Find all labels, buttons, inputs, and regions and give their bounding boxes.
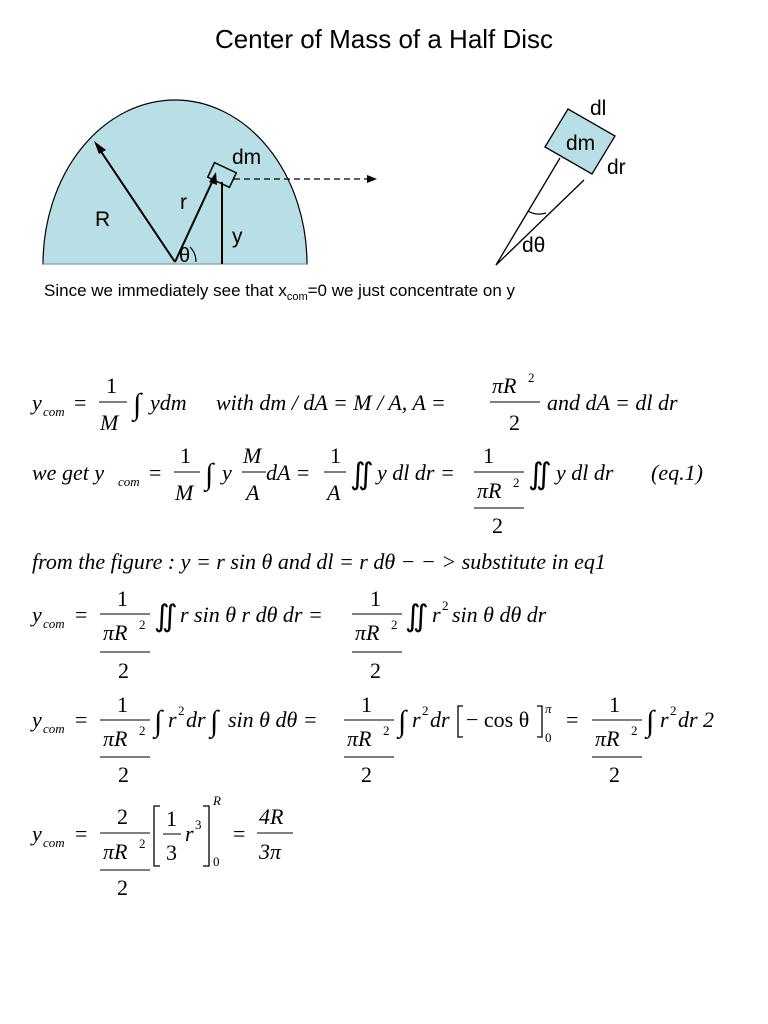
- eq1-y: y: [32, 390, 42, 415]
- eq5-com: com: [43, 721, 65, 736]
- eq4-dint2: ∬: [405, 600, 429, 633]
- eq5-upper: π: [545, 701, 552, 716]
- eq2-A: A: [246, 480, 260, 505]
- eq2-sq: 2: [513, 475, 520, 490]
- page-title: Center of Mass of a Half Disc: [214, 24, 554, 54]
- label-dtheta: dθ: [522, 234, 546, 257]
- eq1-M: M: [100, 410, 119, 435]
- eq6-two: 2: [117, 804, 128, 829]
- label-r: r: [180, 191, 187, 214]
- eq1-one: 1: [106, 373, 117, 398]
- eq5-eq2: =: [566, 707, 579, 732]
- eq5-two3: 2: [609, 762, 620, 787]
- label-dm-left: dm: [232, 146, 262, 169]
- eq2-weget: we get y: [32, 460, 105, 485]
- eq1-two: 2: [509, 410, 520, 435]
- eq2-two: 2: [492, 513, 503, 538]
- eq5-bracket-right: [537, 706, 542, 737]
- eq2-piR: πR: [477, 478, 502, 503]
- eq2-one2: 1: [330, 443, 341, 468]
- eq5-piR: πR: [103, 726, 128, 751]
- eq5-one: 1: [117, 692, 128, 717]
- eq4-one2: 1: [370, 586, 381, 611]
- eq5-rsq: 2: [178, 703, 185, 718]
- eq2-eq1: =: [149, 460, 162, 485]
- eq6-eq: =: [75, 821, 88, 846]
- eq4-body1: r sin θ r dθ dr =: [180, 602, 323, 627]
- eq6-piR: πR: [103, 839, 128, 864]
- eq4-dint: ∬: [154, 600, 178, 633]
- eq2-int: ∫: [205, 458, 214, 491]
- label-dm-right: dm: [566, 132, 596, 155]
- eq5-int4: ∫: [646, 705, 655, 738]
- label-theta: θ: [179, 245, 191, 267]
- eq5-eq: =: [75, 707, 88, 732]
- eq5-y: y: [32, 707, 42, 732]
- equation-1: [30, 370, 678, 435]
- eq1-eq: =: [74, 390, 87, 415]
- eq6-lower: 0: [213, 854, 220, 869]
- eq2-com: com: [118, 474, 140, 489]
- eq5-lower: 0: [545, 730, 552, 745]
- eq6-den: 3π: [259, 839, 282, 864]
- eq5-one2: 1: [361, 692, 372, 717]
- eq2-one: 1: [180, 443, 191, 468]
- eq4-y: y: [32, 602, 42, 627]
- eq2-Mnum: M: [243, 443, 262, 468]
- eq6-y: y: [32, 821, 42, 846]
- eq5-rsq2: 2: [422, 703, 429, 718]
- eq4-eq: =: [75, 602, 88, 627]
- eq5-int: ∫: [154, 705, 163, 738]
- eq5-cos: − cos θ: [466, 707, 530, 732]
- eq5-piR2: πR: [347, 726, 372, 751]
- eq1-int: ∫: [133, 388, 142, 421]
- eq4-body2: sin θ dθ dr: [452, 602, 547, 627]
- eq5-int3: ∫: [398, 705, 407, 738]
- eq4-piR2: πR: [355, 620, 380, 645]
- eq6-twob: 2: [117, 875, 128, 900]
- eq6-cube: 3: [195, 817, 202, 832]
- eq5-sq: 2: [139, 723, 146, 738]
- eq6-com: com: [43, 835, 65, 850]
- eq4-piR: πR: [103, 620, 128, 645]
- eq1-and: and dA = dl dr: [547, 390, 678, 415]
- eq5-dr: dr: [186, 707, 206, 732]
- eq4-rsq: 2: [442, 598, 449, 613]
- eq5-sq3: 2: [631, 723, 638, 738]
- eq5-piR3: πR: [595, 726, 620, 751]
- eq6-num: 4R: [259, 804, 284, 829]
- eq5-sin: sin θ dθ =: [228, 707, 318, 732]
- eq4-com: com: [43, 616, 65, 631]
- eq5-two: 2: [118, 762, 129, 787]
- eq2-ydldr2: y dl dr: [556, 460, 614, 485]
- eq1-with: with dm / dA = M / A, A =: [216, 390, 446, 415]
- equation-3: from the figure : y = r sin θ and dl = r dθ − − > substitute in eq1: [32, 549, 606, 574]
- eq4-one: 1: [117, 586, 128, 611]
- eq5-sq2: 2: [383, 723, 390, 738]
- eq6-bracket-left: [154, 806, 160, 866]
- eq5-r2: r: [412, 707, 421, 732]
- eq2-ybody: y: [222, 460, 232, 485]
- eq4-two2: 2: [370, 658, 381, 683]
- label-y: y: [232, 225, 243, 248]
- label-dr: dr: [607, 156, 626, 179]
- eq1-piR: πR: [492, 373, 517, 398]
- eq6-sq: 2: [139, 836, 146, 851]
- equation-2: [32, 443, 703, 538]
- eq6-three: 3: [166, 840, 177, 865]
- eq4-sq: 2: [139, 617, 146, 632]
- eq2-dint: ∬: [350, 458, 374, 491]
- eq2-eqref: (eq.1): [651, 460, 703, 485]
- eq4-r: r: [432, 602, 441, 627]
- eq5-r3: r: [660, 707, 669, 732]
- eq6-r: r: [185, 821, 194, 846]
- eq5-int2: ∫: [210, 705, 219, 738]
- label-dl: dl: [590, 97, 607, 120]
- equation-6: [30, 793, 293, 900]
- eq5-r: r: [168, 707, 177, 732]
- eq2-dA: dA =: [266, 460, 311, 485]
- eq1-com: com: [43, 404, 65, 419]
- eq6-one: 1: [166, 806, 177, 831]
- eq1-ydm: ydm: [150, 390, 187, 415]
- caption-before: Since we immediately see that x: [44, 281, 287, 300]
- eq6-bracket-right: [203, 806, 209, 866]
- eq2-M: M: [175, 480, 194, 505]
- eq2-ydldr: y dl dr =: [377, 460, 455, 485]
- equation-5: [30, 692, 714, 787]
- caption-sub: com: [286, 291, 308, 303]
- eq5-dr3: dr 2: [678, 707, 715, 732]
- eq2-A2: A: [327, 480, 341, 505]
- eq2-dint2: ∬: [528, 458, 552, 491]
- label-R: R: [95, 208, 111, 231]
- eq2-one3: 1: [483, 443, 494, 468]
- eq5-two2: 2: [361, 762, 372, 787]
- eq5-one3: 1: [609, 692, 620, 717]
- eq6-upper: R: [213, 793, 221, 808]
- eq6-eq2: =: [233, 821, 246, 846]
- eq5-dr2: dr: [430, 707, 450, 732]
- eq5-bracket-left: [458, 706, 463, 737]
- eq4-two: 2: [118, 658, 129, 683]
- caption-after: =0 we just concentrate on y: [307, 281, 516, 300]
- eq5-rsq3: 2: [670, 703, 677, 718]
- eq4-sq2: 2: [391, 617, 398, 632]
- eq1-sq: 2: [528, 370, 535, 385]
- equation-4: [30, 586, 547, 683]
